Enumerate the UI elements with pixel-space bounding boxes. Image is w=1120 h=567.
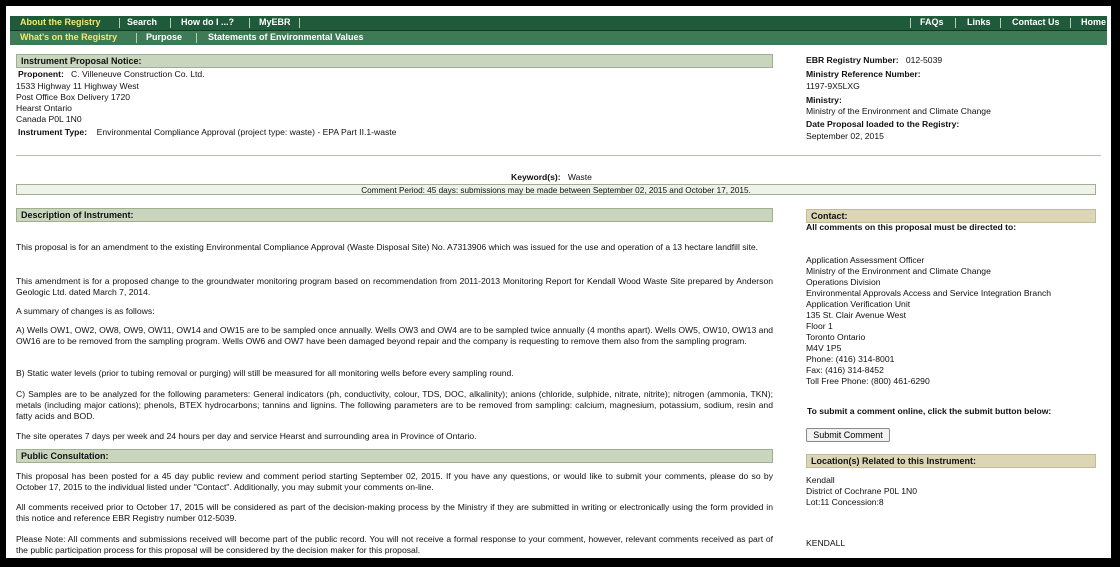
ministry-ref-value: 1197-9X5LXG — [806, 81, 860, 91]
contact-line: Toronto Ontario — [806, 332, 866, 342]
description-paragraph: The site operates 7 days per week and 24 hours per day and service Hearst and surrounding area in Province of Ontario. — [16, 431, 477, 441]
description-paragraph: This proposal is for an amendment to the existing Environmental Compliance Approval (Waste Disposal Site) No. A7313906 which was issued for the use and operation of a 13 hectare landfill site. — [16, 242, 759, 252]
nav-statements[interactable]: Statements of Environmental Values — [208, 32, 364, 42]
description-paragraph: C) Samples are to be analyzed for the following parameters: General indicators (ph, conductivity, colour, TDS, DOC, alkalinity); anions (chloride, sulphide, nitrate, nitrite); nitrogen (ammonia, TKN); metals (including major cations); phenols, BTEX hydrocarbons; tannins and lignins. The following parameters are to be removed from sampling: calcium, magnesium, potassium, sodium, resin and fatty acids and BOD. — [16, 389, 773, 422]
ebr-registry-number: 012-5039 — [905, 55, 943, 65]
location-line: District of Cochrane P0L 1N0 — [806, 486, 917, 496]
location-line: Lot:11 Concession:8 — [806, 497, 884, 507]
proponent-label: Proponent: — [18, 69, 64, 79]
nav-separator — [910, 18, 911, 28]
consultation-heading: Public Consultation: — [16, 449, 773, 463]
keywords-line — [511, 172, 592, 183]
description-heading: Description of Instrument: — [16, 208, 773, 222]
nav-separator — [136, 33, 137, 43]
contact-line: M4V 1P5 — [806, 343, 842, 353]
nav-separator — [249, 18, 250, 28]
proponent-line — [18, 69, 205, 80]
contact-directed-to: All comments on this proposal must be directed to: — [806, 222, 1017, 232]
location-upper: KENDALL — [806, 538, 846, 548]
consultation-paragraph: This proposal has been posted for a 45 day public review and comment period starting September 02, 2015. If you have any questions, or would like to submit your comments, please do so by October 17, 2015 to the individual listed under "Contact". Additionally, you may submit your comments on-line. — [16, 471, 773, 493]
contact-heading: Contact: — [806, 209, 1096, 223]
comment-period-box: Comment Period: 45 days: submissions may be made between September 02, 2015 and October 17, 2015. — [16, 184, 1096, 195]
contact-toll-free: Toll Free Phone: (800) 461-6290 — [806, 376, 930, 386]
consultation-paragraph: Please Note: All comments and submissions received will become part of the public record. You will not receive a formal response to your comment, however, relevant comments received as part of the public participation process for this proposal will be considered by the decision maker for this proposal. — [16, 534, 773, 556]
ministry-label: Ministry: — [806, 95, 842, 105]
contact-line: Application Verification Unit — [806, 299, 911, 309]
nav-search[interactable]: Search — [127, 17, 158, 27]
proponent-name: C. Villeneuve Construction Co. Ltd. — [71, 69, 205, 79]
location-line: Kendall — [806, 475, 835, 485]
secondary-nav — [10, 31, 1107, 45]
description-paragraph: A summary of changes is as follows: — [16, 306, 155, 316]
ebr-registry-line — [806, 55, 942, 66]
nav-myebr[interactable]: MyEBR — [259, 17, 291, 27]
nav-whats-on-registry[interactable]: What's on the Registry — [20, 32, 118, 42]
description-paragraph: B) Static water levels (prior to tubing removal or purging) will still be measured for all monitoring wells before every sampling round. — [16, 368, 514, 378]
nav-about-registry[interactable]: About the Registry — [20, 17, 101, 27]
nav-separator — [1070, 18, 1071, 28]
contact-line: Operations Division — [806, 277, 881, 287]
keywords-label: Keyword(s): — [511, 172, 561, 182]
date-loaded-label: Date Proposal loaded to the Registry: — [806, 119, 960, 129]
nav-home[interactable]: Home — [1081, 17, 1107, 27]
ministry-ref-label: Ministry Reference Number: — [806, 69, 921, 79]
contact-line: Ministry of the Environment and Climate Change — [806, 266, 991, 276]
ebr-registry-label: EBR Registry Number: — [806, 55, 899, 65]
nav-links[interactable]: Links — [967, 17, 991, 27]
page-frame — [6, 6, 1111, 558]
nav-purpose[interactable]: Purpose — [146, 32, 183, 42]
locations-block — [806, 475, 917, 508]
nav-separator — [1000, 18, 1001, 28]
contact-line: Environmental Approvals Access and Service Integration Branch — [806, 288, 1052, 298]
notice-heading: Instrument Proposal Notice: — [16, 54, 773, 68]
nav-separator — [119, 18, 120, 28]
nav-separator — [299, 18, 300, 28]
divider — [16, 155, 1101, 156]
proponent-address-1: 1533 Highway 11 Highway West — [16, 81, 139, 91]
description-paragraph: A) Wells OW1, OW2, OW8, OW9, OW11, OW14 and OW15 are to be sampled once annually. Wells OW3 and OW4 are to be sampled twice annually (4 months apart). Wells OW5, OW10, OW13 and OW16 are to be removed from the sampling program. Wells OW6 and OW7 have been damaged beyond repair and the company is requesting to remove them also from the sampling program. — [16, 325, 773, 347]
instrument-type-value: Environmental Compliance Approval (project type: waste) - EPA Part II.1-waste — [96, 127, 397, 137]
keywords-value: Waste — [567, 172, 592, 182]
nav-how-do-i[interactable]: How do I ...? — [181, 17, 234, 27]
nav-separator — [196, 33, 197, 43]
nav-faqs[interactable]: FAQs — [920, 17, 944, 27]
date-loaded-value: September 02, 2015 — [806, 131, 884, 141]
contact-fax: Fax: (416) 314-8452 — [806, 365, 884, 375]
contact-address-block — [806, 255, 1051, 387]
proponent-address-4: Canada P0L 1N0 — [16, 114, 82, 124]
nav-separator — [170, 18, 171, 28]
contact-line: 135 St. Clair Avenue West — [806, 310, 906, 320]
contact-line: Application Assessment Officer — [806, 255, 925, 265]
locations-heading: Location(s) Related to this Instrument: — [806, 454, 1096, 468]
consultation-paragraph: All comments received prior to October 17, 2015 will be considered as part of the decision-making process by the Ministry if they are submitted in writing or electronically using the form provided in this notice and reference EBR Registry number 012-5039. — [16, 502, 773, 524]
contact-line: Floor 1 — [806, 321, 833, 331]
description-paragraph: This amendment is for a proposed change to the groundwater monitoring program based on recommendation from 2011-2013 Monitoring Report for Kendall Wood Waste Site prepared by Anderson Geologic Ltd. dated March 7, 2014. — [16, 276, 773, 298]
submit-prompt: To submit a comment online, click the submit button below: — [807, 406, 1052, 416]
nav-separator — [955, 18, 956, 28]
proponent-address-2: Post Office Box Delivery 1720 — [16, 92, 131, 102]
contact-phone: Phone: (416) 314-8001 — [806, 354, 895, 364]
proponent-address-3: Hearst Ontario — [16, 103, 72, 113]
submit-comment-button[interactable]: Submit Comment — [806, 428, 890, 442]
instrument-type-label: Instrument Type: — [18, 127, 88, 137]
nav-contact-us[interactable]: Contact Us — [1012, 17, 1060, 27]
instrument-type-line — [18, 127, 396, 138]
primary-nav — [10, 16, 1107, 31]
ministry-value: Ministry of the Environment and Climate Change — [806, 106, 991, 116]
